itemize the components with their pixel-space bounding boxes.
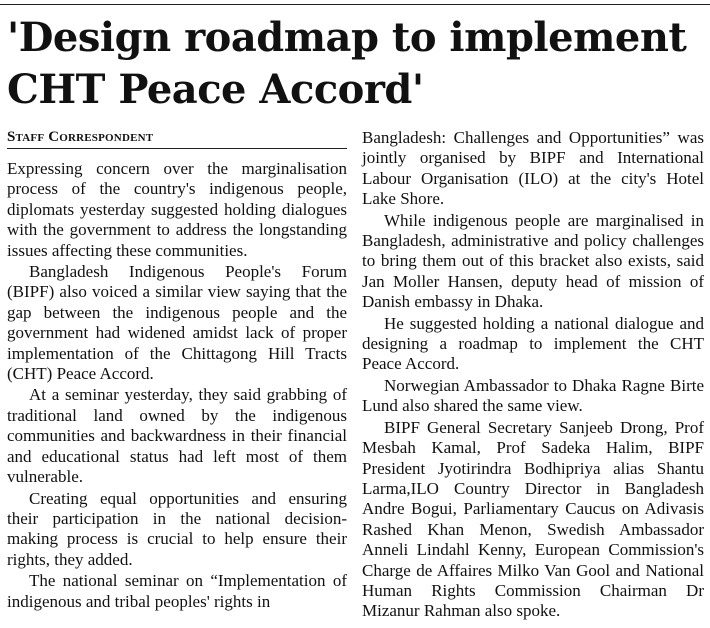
paragraph: At a seminar yesterday, they said grabbing of traditional land owned by the indigenous communities and backwardness in their financial and educational status had left most of them vulnerable. <box>7 385 347 487</box>
headline-line-1: 'Design roadmap to implement <box>7 14 687 61</box>
paragraph: The national seminar on “Implementation of indigenous and tribal peoples' rights in <box>7 571 347 611</box>
paragraph: Expressing concern over the marginalisation process of the country's indigenous people, diplomats yesterday suggested holding dialogues with the government to address the longstanding issues affecting these communities. <box>7 159 347 260</box>
paragraph: Creating equal opportunities and ensuring their participation in the national decision-making process is crucial to help ensure their rights, they added. <box>7 488 347 569</box>
paragraph: While indigenous people are marginalised in Bangladesh, administrative and policy challenges to bring them out of this bracket also exists, said Jan Moller Hansen, deputy head of mission of Danish embassy in Dhaka. <box>362 210 704 312</box>
right-column <box>362 128 704 623</box>
paragraph: Bangladesh: Challenges and Opportunities” was jointly organised by BIPF and International Labour Organisation (ILO) at the city's Hotel Lake Shore. <box>362 128 704 209</box>
top-rule <box>0 4 710 5</box>
paragraph: Norwegian Ambassador to Dhaka Ragne Birte Lund also shared the same view. <box>362 375 704 416</box>
paragraph: Bangladesh Indigenous People's Forum (BIPF) also voiced a similar view saying that the gap between the indigenous people and the government had widened amidst lack of proper implementation of the Chittagong Hill Tracts (CHT) Peace Accord. <box>7 262 347 384</box>
left-column <box>7 128 347 613</box>
byline: Staff Correspondent <box>7 128 347 149</box>
paragraph: He suggested holding a national dialogue and designing a roadmap to implement the CHT Peace Accord. <box>362 313 704 374</box>
paragraph: BIPF General Secretary Sanjeeb Drong, Prof Mesbah Kamal, Prof Sadeka Halim, BIPF President Jyotirindra Bodhipriya alias Shantu Larma,ILO Country Director in Bangladesh Andre Bogui, Parliamentary Caucus on Adivasis Rashed Khan Menon, Swedish Ambassador Anneli Lindahl Kenny, European Commission's Charge de Affaires Milko Van Gool and National Human Rights Commission Chairman Dr Mizanur Rahman also spoke. <box>362 417 704 621</box>
headline-line-2: CHT Peace Accord' <box>7 66 424 113</box>
headline <box>7 12 707 116</box>
